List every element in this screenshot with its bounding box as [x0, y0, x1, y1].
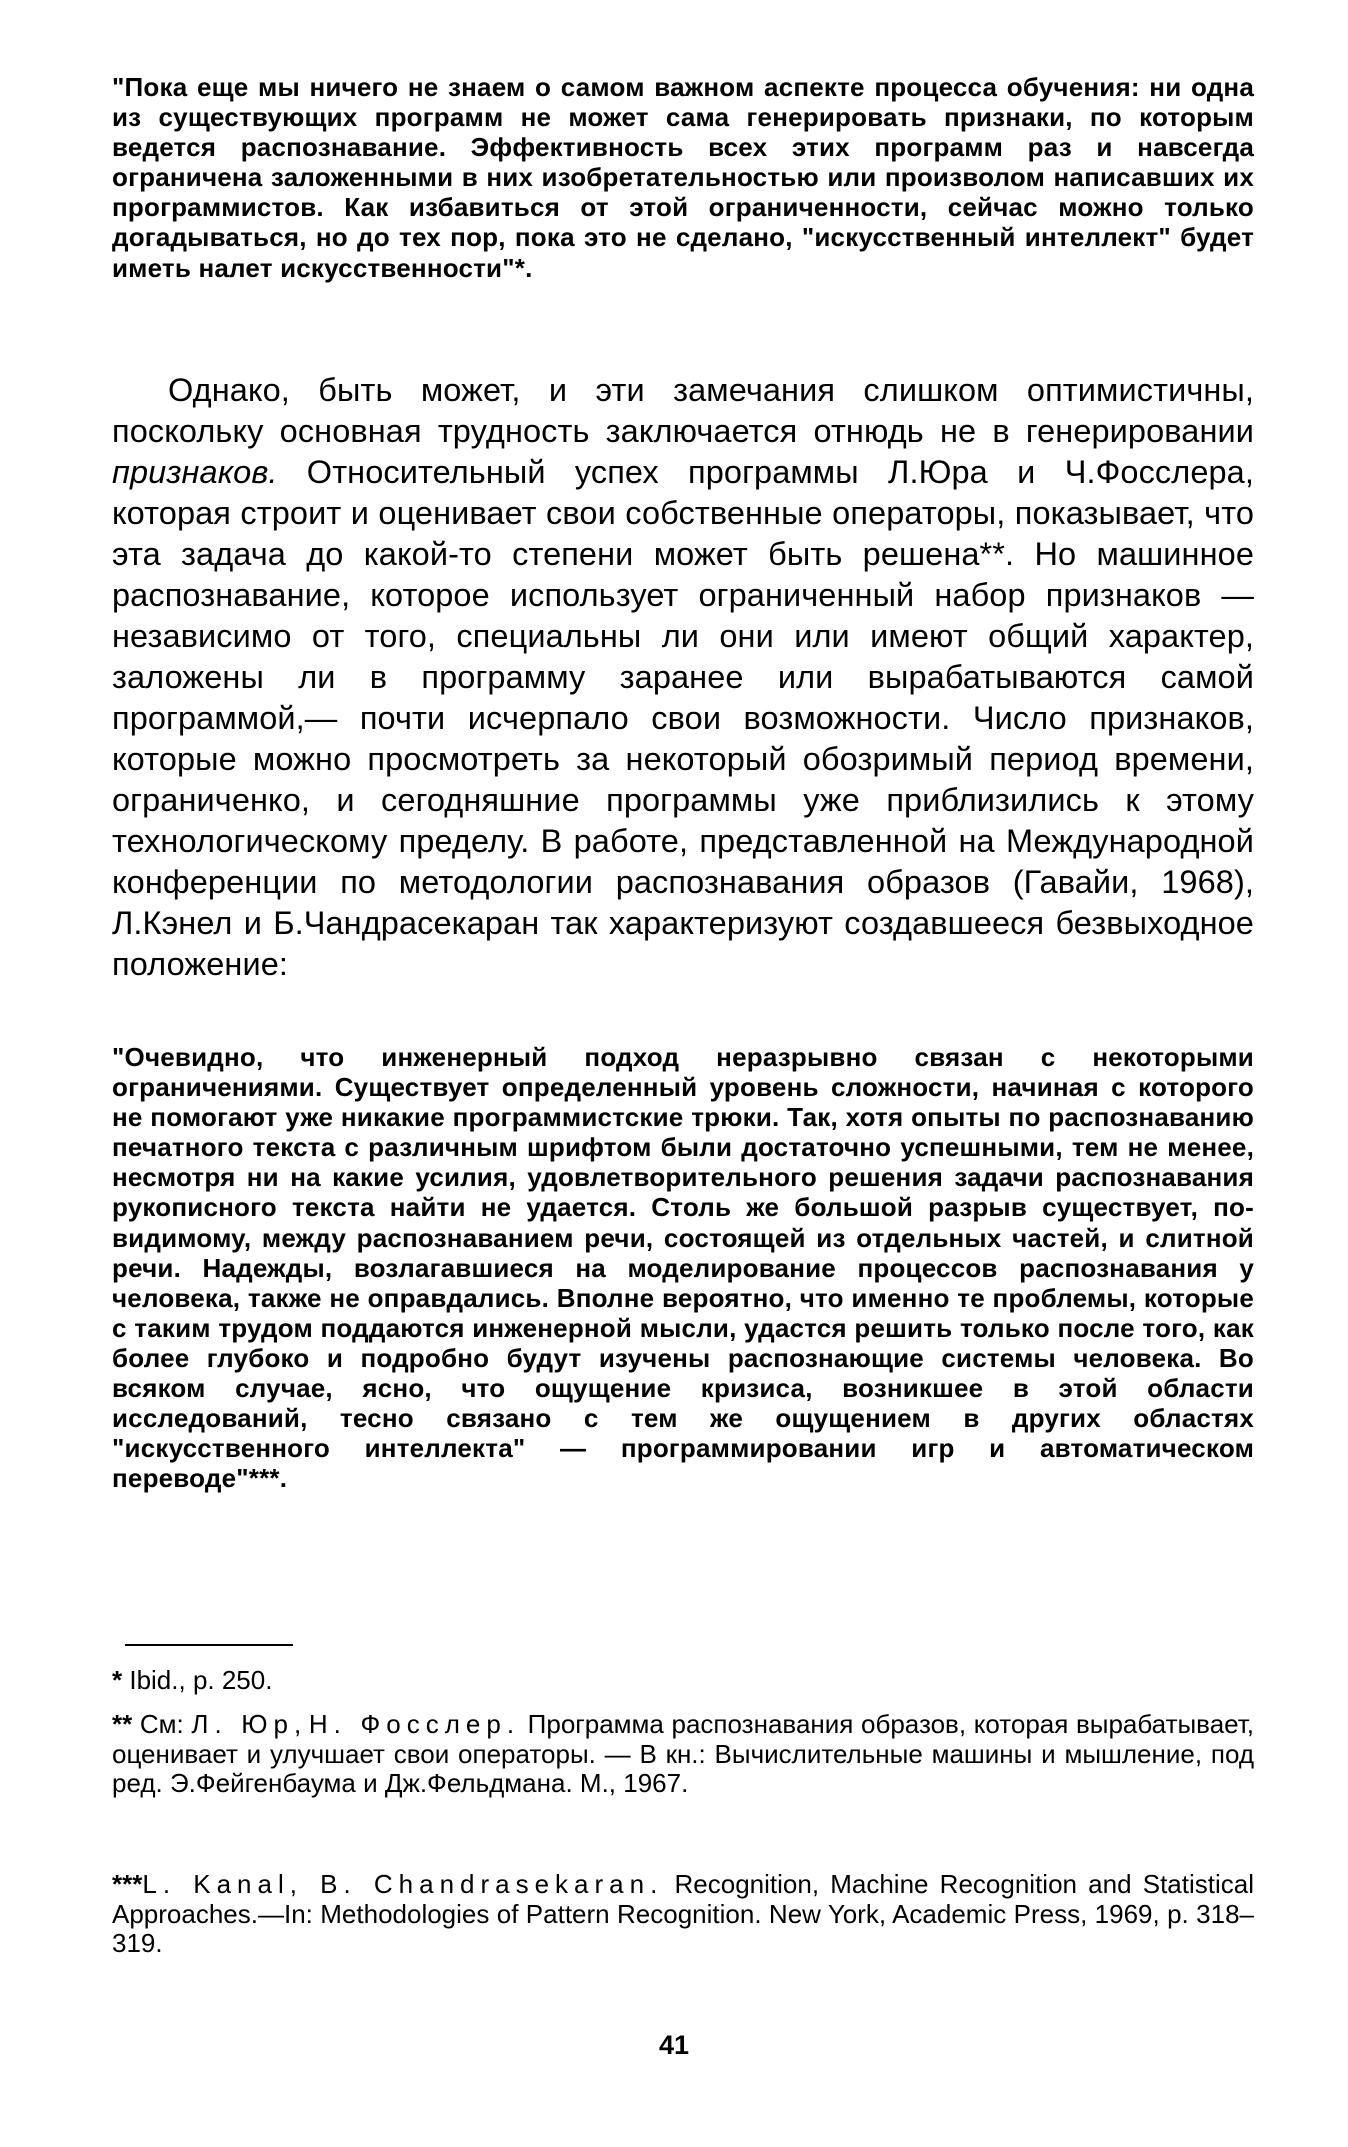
footnote-2-author2: Н. Фосслер. — [308, 1709, 521, 1739]
footnote-2 — [112, 1710, 1254, 1799]
footnote-divider — [125, 1644, 293, 1646]
body-text — [112, 370, 1254, 985]
footnote-3-authors: L. Kanal, B. Chandrasekaran. — [142, 1869, 664, 1899]
footnote-2-author1: Л. Юр — [191, 1709, 295, 1739]
body-text-part2: Относительный успех программы Л.Юра и Ч.Фосслера, которая строит и оценивает свои собственные операторы, показывает, что эта задача до какой-то степени может быть решена**. Но машинное распознавание, которое использует ограниченный набор признаков — независимо от того, специальны ли они или имеют общий характер, заложены ли в программу заранее или вырабатываются самой программой,— почти исчерпало свои возможности. Число признаков, которые можно просмотреть за некоторый обозримый период времени, ограниченко, и сегодняшние программы уже приблизились к этому технологическому пределу. В работе, представленной на Международной конференции по методологии распознавания образов (Гавайи, 1968), Л.Кэнел и Б.Чандрасекаран так характеризуют создавшееся безвыходное положение: — [112, 454, 1254, 982]
footnote-3-mark: *** — [112, 1869, 143, 1899]
footnote-2-pre: См: — [132, 1709, 192, 1739]
quote-block-bottom: "Очевидно, что инженерный подход неразрывно связан с некоторыми ограничениями. Существует определенный уровень сложности, начиная с которого не помогают уже никакие программистские трюки. Так, хотя опыты по распознаванию печатного текста с различным шрифтом были достаточно успешными, тем не менее, несмотря ни на какие усилия, удовлетворительного решения задачи распознавания рукописного текста найти не удается. Столь же большой разрыв существует, по-видимому, между распознаванием речи, состоящей из отдельных частей, и слитной речи. Надежды, возлагавшиеся на моделирование процессов распознавания у человека, также не оправдались. Вполне вероятно, что именно те проблемы, которые с таким трудом поддаются инженерной мысли, удастся решить только после того, как более глубоко и подробно будут изучены распознающие системы человека. Во всяком случае, ясно, что ощущение кризиса, возникшее в этой области исследований, тесно связано с тем же ощущением в других областях "искусственного интеллекта" — программировании игр и автоматическом переводе"***. — [112, 1042, 1254, 1494]
quote-block-top: "Пока еще мы ничего не знаем о самом важном аспекте процесса обучения: ни одна из существующих программ не может сама генерировать признаки, по которым ведется распознавание. Эффективность всех этих программ раз и навсегда ограничена заложенными в них изобретательностью или произволом написавших их программистов. Как избавиться от этой ограниченности, сейчас можно только догадываться, но до тех пор, пока это не сделано, "искусственный интеллект" будет иметь налет искусственности"*. — [112, 72, 1254, 283]
footnote-2-mark: ** — [112, 1709, 133, 1739]
footnote-3 — [112, 1870, 1254, 1959]
footnote-2-sep: , — [294, 1709, 309, 1739]
page-number: 41 — [658, 2030, 690, 2060]
body-text-part1: Однако, быть может, и эти замечания слишком оптимистичны, поскольку основная трудность заключается отнюдь не в генерировании — [112, 372, 1254, 449]
footnote-1-text: Ibid., p. 250. — [122, 1665, 273, 1695]
main-paragraph — [112, 370, 1254, 985]
body-text-italic: признаков. — [112, 454, 278, 490]
footnote-1-mark: * — [112, 1665, 123, 1695]
footnote-1 — [112, 1666, 1254, 1696]
footnote-3-text: Recognition, Machine Recognition and Statistical Approaches.—In: Methodologies of Pattern Recognition. New York, Academic Press, 1969, p. 318–319. — [112, 1869, 1254, 1959]
footnote-2-text: Программа распознавания образов, которая вырабатывает, оценивает и улучшает свои операторы. — В кн.: Вычислительные машины и мышление, под ред. Э.Фейгенбаума и Дж.Фельдмана. М., 1967. — [112, 1709, 1254, 1799]
